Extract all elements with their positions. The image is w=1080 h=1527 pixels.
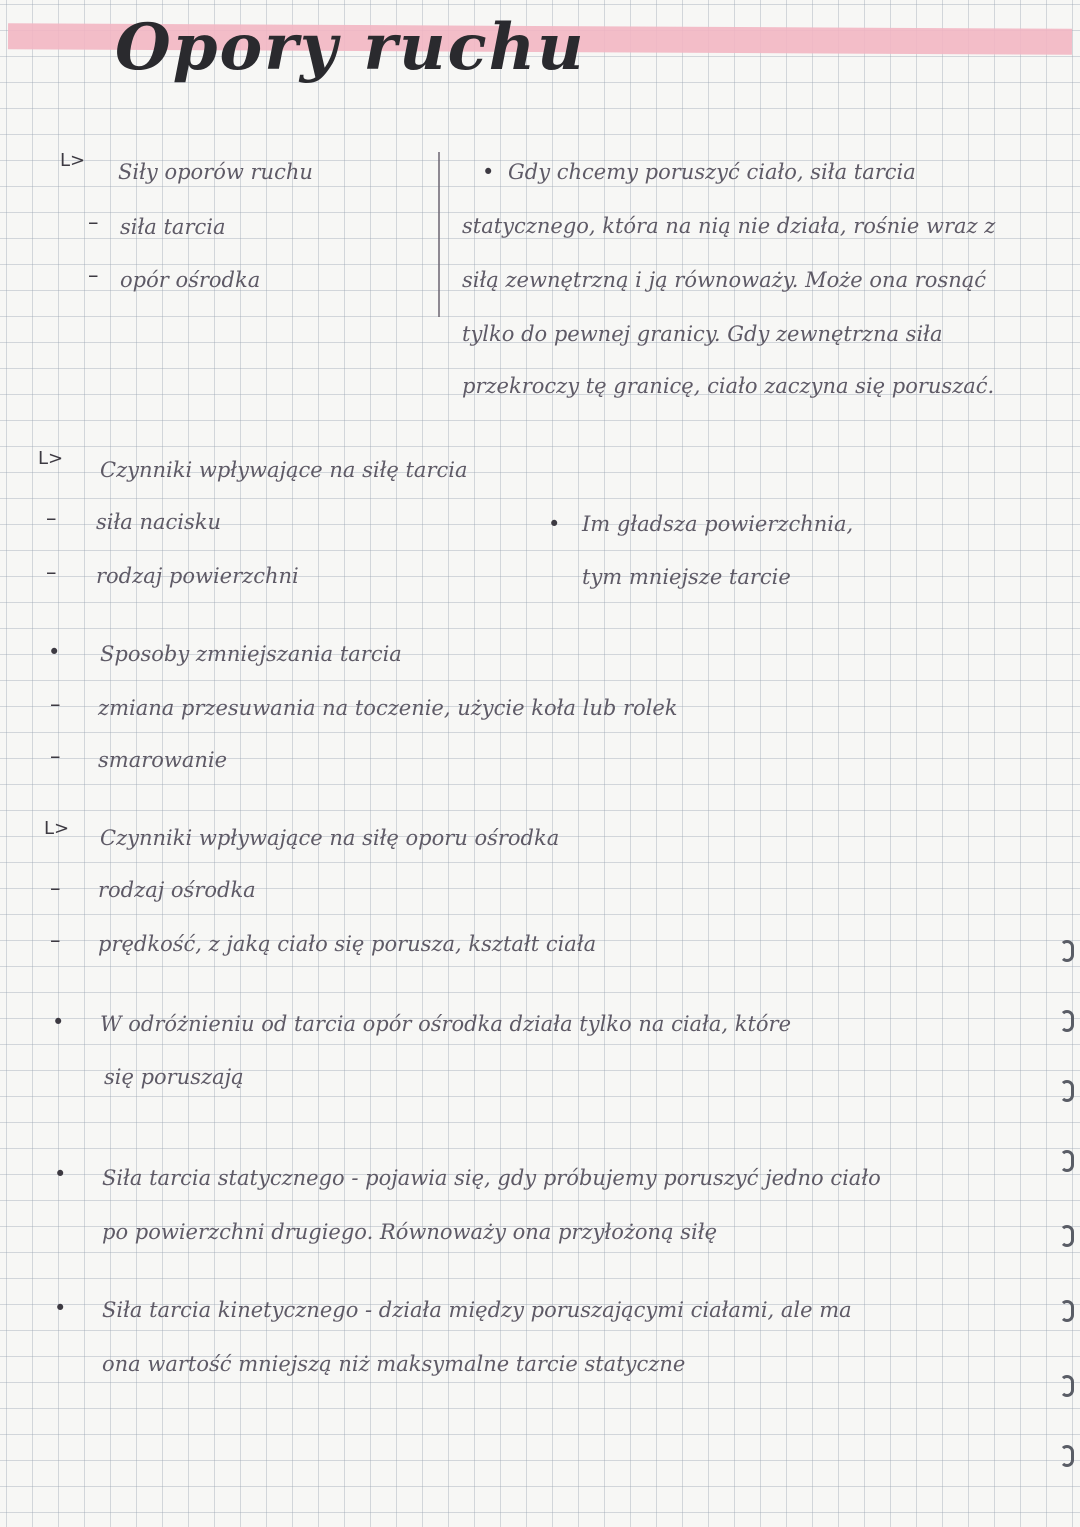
bullet-dot: •	[54, 1296, 67, 1320]
bullet-2-line-2: po powierzchni drugiego. Równoważy ona przyłożoną siłę	[102, 1220, 718, 1244]
bullet-2-line-1: Siła tarcia statycznego - pojawia się, gdy próbujemy poruszyć jedno ciało	[102, 1166, 881, 1190]
bullet-3-line-1: Siła tarcia kinetycznego - działa między poruszającymi ciałami, ale ma	[102, 1298, 852, 1322]
dash-marker: –	[50, 744, 61, 768]
dash-marker: –	[50, 692, 61, 716]
section3-item-1: zmiana przesuwania na toczenie, użycie koła lub rolek	[98, 696, 678, 720]
dash-marker: –	[50, 876, 61, 900]
section4-heading: Czynniki wpływające na siłę oporu ośrodka	[100, 826, 560, 850]
ring-icon	[1060, 1010, 1074, 1032]
section2-item-1: siła nacisku	[96, 510, 222, 534]
bullet-dot: •	[548, 512, 561, 536]
column-divider	[438, 152, 440, 317]
section1-item-1: siła tarcia	[120, 215, 226, 239]
section1-item-2: opór ośrodka	[120, 268, 261, 292]
section2-item-2: rodzaj powierzchni	[96, 564, 299, 588]
section1-heading: Siły oporów ruchu	[118, 160, 313, 184]
bullet-1-line-2: się poruszają	[104, 1065, 244, 1089]
section1-note-line-2: statycznego, która na nią nie działa, rośnie wraz z	[462, 214, 996, 238]
page-title: Opory ruchu	[115, 10, 586, 85]
dash-marker: –	[88, 210, 99, 234]
bullet-dot: •	[52, 1010, 65, 1034]
ring-icon	[1060, 940, 1074, 962]
section2-heading: Czynniki wpływające na siłę tarcia	[100, 458, 468, 482]
section1-note-line-3: siłą zewnętrzną i ją równoważy. Może ona rosnąć	[462, 268, 987, 292]
section4-item-2: prędkość, z jaką ciało się porusza, kształt ciała	[98, 932, 597, 956]
binding-rings	[1060, 940, 1078, 1480]
ring-icon	[1060, 1300, 1074, 1322]
dash-marker: –	[46, 506, 57, 530]
ring-icon	[1060, 1080, 1074, 1102]
bullet-3-line-2: ona wartość mniejszą niż maksymalne tarcie statyczne	[102, 1352, 686, 1376]
ring-icon	[1060, 1225, 1074, 1247]
section2-note-line-2: tym mniejsze tarcie	[582, 565, 791, 589]
section2-note-line-1: Im gładsza powierzchnia,	[582, 512, 854, 536]
section1-note-line-5: przekroczy tę granicę, ciało zaczyna się poruszać.	[462, 374, 995, 398]
bullet-1-line-1: W odróżnieniu od tarcia opór ośrodka działa tylko na ciała, które	[100, 1012, 792, 1036]
ring-icon	[1060, 1375, 1074, 1397]
section3-heading: Sposoby zmniejszania tarcia	[100, 642, 402, 666]
arrow-marker: L>	[44, 818, 70, 839]
section1-note-line-4: tylko do pewnej granicy. Gdy zewnętrzna siła	[462, 322, 943, 346]
dash-marker: –	[46, 560, 57, 584]
arrow-marker: L>	[38, 448, 64, 469]
ring-icon	[1060, 1445, 1074, 1467]
section1-note-line-1: Gdy chcemy poruszyć ciało, siła tarcia	[508, 160, 916, 184]
arrow-marker: L>	[60, 150, 86, 171]
bullet-dot: •	[482, 160, 495, 184]
dash-marker: –	[50, 928, 61, 952]
bullet-dot: •	[48, 640, 61, 664]
section4-item-1: rodzaj ośrodka	[98, 878, 256, 902]
section3-item-2: smarowanie	[98, 748, 228, 772]
bullet-dot: •	[54, 1162, 67, 1186]
ring-icon	[1060, 1150, 1074, 1172]
dash-marker: –	[88, 263, 99, 287]
